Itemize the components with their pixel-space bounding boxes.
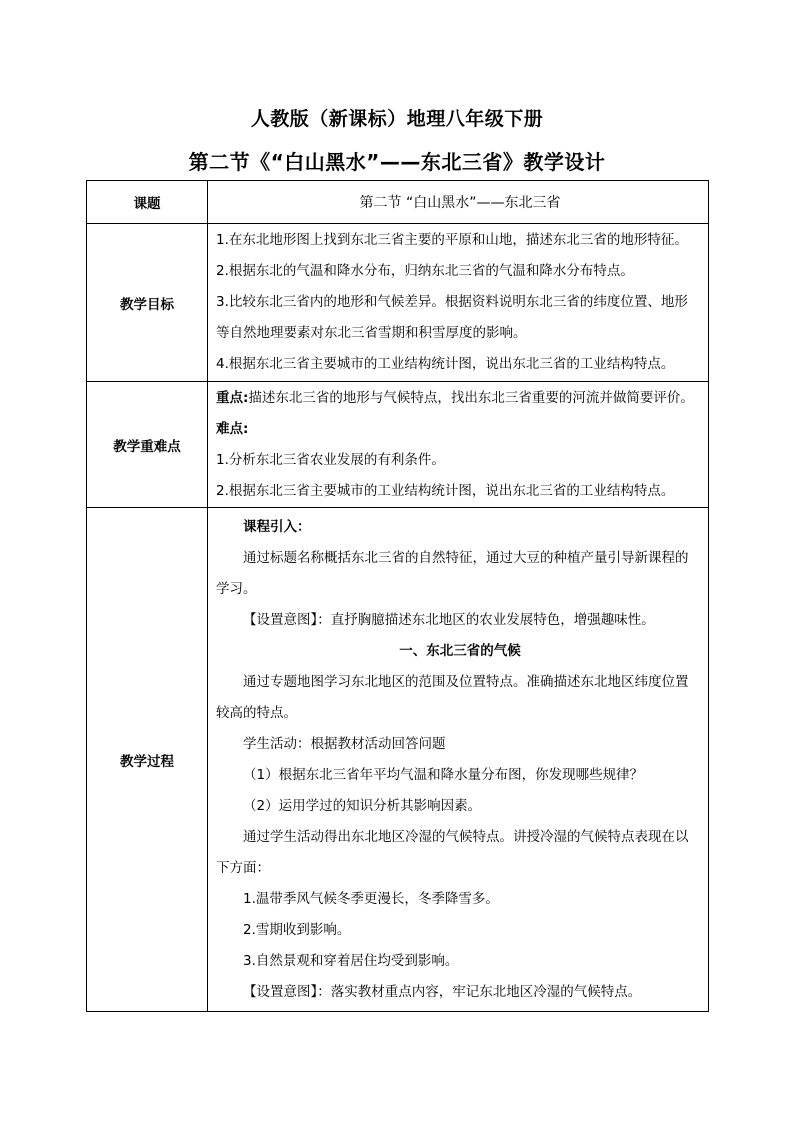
key-points-label: 教学重难点: [87, 382, 208, 508]
question-1: （1）根据东北三省年平均气温和降水量分布图，你发现哪些规律？: [243, 766, 644, 783]
lesson-plan-table: [86, 180, 709, 1012]
goal-item: 等自然地理要素对东北三省雪期和积雪厚度的影响。: [216, 325, 527, 341]
result-text-cont: 下方面：: [216, 859, 270, 876]
goals-label: 教学目标: [87, 224, 208, 382]
question-2: （2）运用学过的知识分析其影响因素。: [243, 797, 482, 814]
section-heading: 一、东北三省的气候: [399, 642, 521, 659]
table-row-goals: [87, 224, 709, 382]
intro-heading: 课程引入：: [243, 518, 311, 535]
document-subtitle: 第二节《“白山黑水”——东北三省》教学设计: [188, 150, 606, 174]
table-row-topic: [87, 181, 709, 224]
section-text: 通过专题地图学习东北地区的范围及位置特点。准确描述东北地区纬度位置: [243, 673, 689, 690]
topic-label: 课题: [87, 181, 208, 224]
design-intent: 【设置意图】：落实教材重点内容，牢记东北地区冷湿的气候特点。: [243, 983, 642, 1000]
document-title: 人教版（新课标）地理八年级下册: [250, 108, 544, 130]
intro-text-cont: 学习。: [216, 580, 257, 597]
focus-text: 描述东北三省的地形与气候特点，找出东北三省重要的河流并做简要评价。: [248, 389, 694, 406]
student-activity: 学生活动：根据教材活动回答问题: [243, 735, 446, 752]
intro-text: 通过标题名称概括东北三省的自然特征，通过大豆的种植产量引导新课程的: [243, 549, 689, 566]
climate-point: 3.自然景观和穿着居住均受到影响。: [243, 952, 459, 969]
topic-value: 第二节 “白山黑水”——东北三省: [208, 181, 709, 224]
climate-point: 1.温带季风气候冬季更漫长，冬季降雪多。: [243, 890, 499, 907]
goal-item: 3.比较东北三省内的地形和气候差异。根据资料说明东北三省的纬度位置、地形: [216, 294, 688, 310]
goals-content: [208, 224, 709, 382]
table-row-process: [87, 508, 709, 1012]
climate-point: 2.雪期收到影响。: [243, 921, 351, 938]
process-content: [208, 508, 709, 1012]
result-text: 通过学生活动得出东北地区冷湿的气候特点。讲授冷湿的气候特点表现在以: [243, 828, 689, 845]
design-intent: 【设置意图】：直抒胸臆描述东北地区的农业发展特色，增强趣味性。: [243, 611, 655, 628]
section-text-cont: 较高的特点。: [216, 704, 297, 721]
goal-item: 2.根据东北的气温和降水分布，归纳东北三省的气温和降水分布特点。: [216, 263, 634, 279]
difficulty-label: 难点:: [216, 420, 249, 437]
difficulty-item: 2.根据东北三省主要城市的工业结构统计图，说出东北三省的工业结构特点。: [216, 482, 675, 499]
process-label: 教学过程: [87, 508, 208, 1012]
table-row-key-points: [87, 382, 709, 508]
goal-item: 4.根据东北三省主要城市的工业结构统计图，说出东北三省的工业结构特点。: [216, 356, 675, 372]
goal-item: 1.在东北地形图上找到东北三省主要的平原和山地，描述东北三省的地形特征。: [216, 232, 688, 248]
focus-label: 重点:: [216, 389, 249, 406]
difficulty-item: 1.分析东北三省农业发展的有利条件。: [216, 451, 445, 468]
focus-line: [216, 383, 704, 414]
key-points-content: [208, 382, 709, 508]
